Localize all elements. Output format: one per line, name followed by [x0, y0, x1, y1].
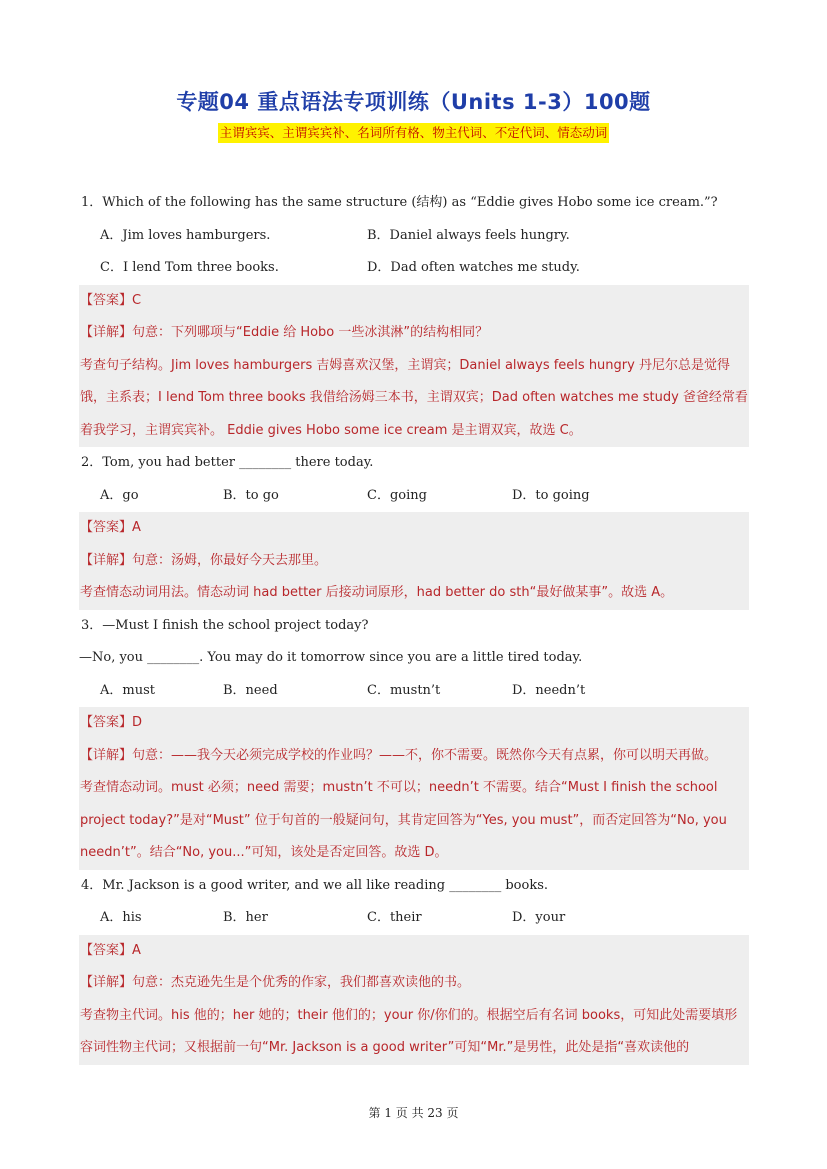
explanation-line: 考查情态动词用法。情态动词 had better 后接动词原形，had better do sth“最好做某事”。故选 A。	[80, 585, 674, 600]
option-b: B．to go	[223, 487, 279, 503]
option-b: B．need	[223, 682, 278, 698]
page-title: 专题04 重点语法专项训练（Units 1-3）100题	[176, 90, 651, 114]
question-4	[79, 870, 749, 1065]
explanation-line: 【详解】句意：——我今天必须完成学校的作业吗？——不，你不需要。既然你今天有点累，你可以明天再做。	[80, 747, 718, 763]
answer-block	[79, 512, 749, 610]
explanation-line: 考查物主代词。his 他的；her 她的；their 他们的；your 你/你们的。根据空后有名词 books，可知此处需要填形容词性物主代词；又根据前一句“Mr. Jackson is a good writer”可知“Mr.”是男性，此处是指“喜欢读他的	[80, 1007, 738, 1055]
option-a: A．go	[100, 487, 139, 503]
option-b: B．her	[223, 910, 268, 925]
option-c: C．mustn’t	[367, 682, 441, 698]
question-stem: —No, you ________. You may do it tomorrow since you are a little tired today.	[79, 650, 583, 665]
question-3	[79, 610, 749, 870]
option-d: D．your	[512, 910, 566, 925]
question-2	[79, 447, 749, 610]
answer-block	[79, 935, 749, 1065]
option-b: B．Daniel always feels hungry.	[367, 227, 570, 243]
option-a: A．Jim loves hamburgers.	[100, 227, 271, 243]
question-stem: 2．Tom, you had better ________ there today.	[81, 455, 374, 470]
answer-label: 【答案】D	[80, 715, 143, 730]
option-d: D．to going	[512, 487, 590, 503]
subtitle-wrap	[0, 122, 827, 143]
options-row	[79, 252, 749, 285]
explanation-line: 【详解】句意：汤姆，你最好今天去那里。	[80, 552, 328, 568]
answer-label: 【答案】C	[80, 292, 142, 308]
answer-block	[79, 707, 749, 870]
option-d: D．Dad often watches me study.	[367, 260, 580, 275]
answer-block	[79, 285, 749, 448]
option-a: A．must	[100, 682, 155, 698]
option-c: C．their	[367, 910, 422, 925]
options-row	[79, 902, 749, 935]
option-a: A．his	[100, 910, 142, 925]
explanation-line: 考查句子结构。Jim loves hamburgers 吉姆喜欢汉堡，主谓宾；Daniel always feels hungry 丹尼尔总是觉得饿，主系表；I lend Tom three books 我借给汤姆三本书，主谓双宾；Dad often watches me study 爸爸经常看着我学习，主谓宾宾补。 Eddie gives Hobo some ice cream 是主谓双宾，故选 C。	[80, 357, 748, 438]
question-stem: 1．Which of the following has the same structure (结构) as “Eddie gives Hobo some ice cream.”?	[81, 195, 718, 210]
option-d: D．needn’t	[512, 682, 586, 698]
explanation-line: 考查情态动词。must 必须；need 需要；mustn’t 不可以；needn’t 不需要。结合“Must I finish the school project today?”是对“Must” 位于句首的一般疑问句，其肯定回答为“Yes, you must”，而否定回答为“No, you needn’t”。结合“No, you...”可知，该处是否定回答。故选 D。	[80, 780, 727, 860]
options-row	[79, 480, 749, 513]
page-number: 第 1 页 共 23 页	[368, 1106, 459, 1120]
options-row	[79, 675, 749, 708]
answer-label: 【答案】A	[80, 520, 141, 535]
option-c: C．going	[367, 487, 427, 503]
option-c: C．I lend Tom three books.	[100, 260, 279, 275]
question-1	[79, 187, 749, 447]
options-row	[79, 220, 749, 253]
page-subtitle: 主谓宾宾、主谓宾宾补、名词所有格、物主代词、不定代词、情态动词	[218, 123, 610, 143]
question-stem: 3．—Must I finish the school project today?	[81, 617, 369, 633]
question-list	[79, 187, 749, 1065]
explanation-line: 【详解】句意：下列哪项与“Eddie 给 Hobo 一些冰淇淋”的结构相同？	[80, 325, 489, 340]
answer-label: 【答案】A	[80, 942, 141, 958]
question-stem: 4．Mr. Jackson is a good writer, and we all like reading ________ books.	[81, 877, 548, 893]
explanation-line: 【详解】句意：杰克逊先生是个优秀的作家，我们都喜欢读他的书。	[80, 975, 471, 990]
